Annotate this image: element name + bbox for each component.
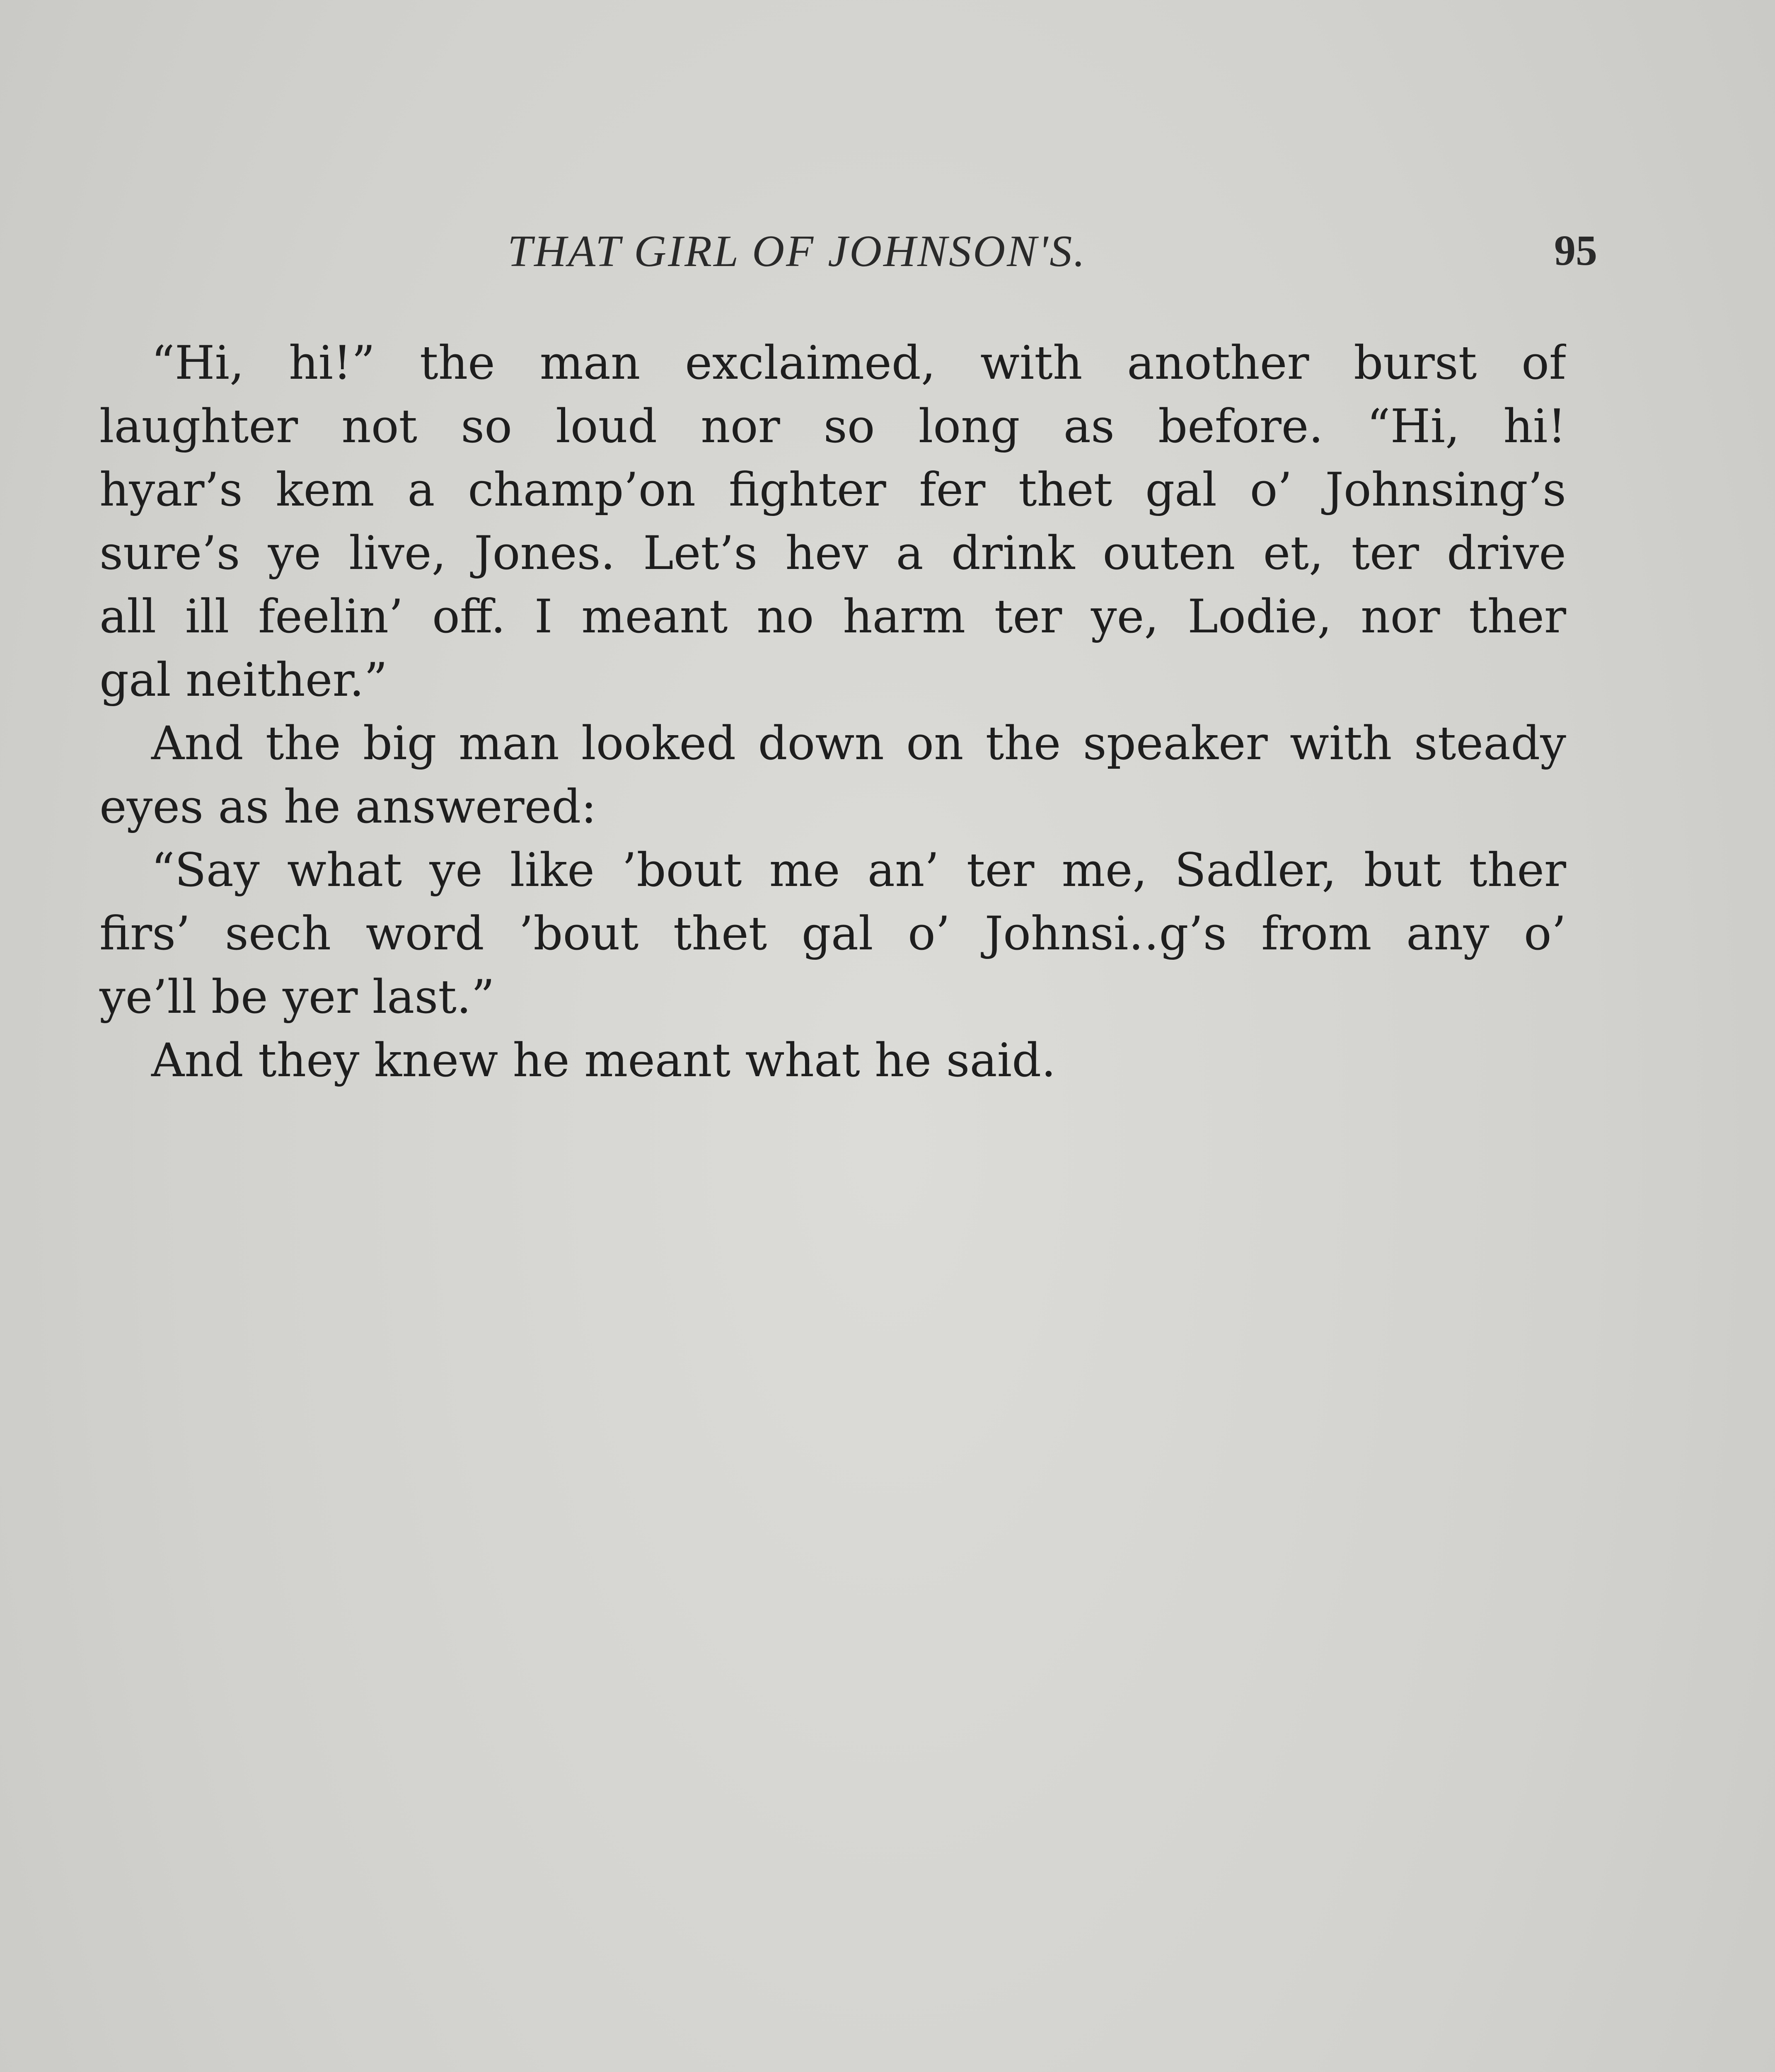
text-line-4: sure’s ye live, Jones. Let’s hev a drink outen et, ter drive — [99, 527, 1566, 580]
text-line-10: firs’ sech word ’bout thet gal o’ Johnsi‥g’s from any o’ — [99, 907, 1566, 961]
body-text — [99, 332, 1566, 1092]
running-head — [508, 226, 1597, 296]
text-line-5: all ill feelin’ off. I meant no harm ter ye, Lodie, nor ther — [99, 590, 1566, 644]
text-line-7: And the big man looked down on the speaker with steady — [151, 717, 1566, 770]
running-title: THAT GIRL OF JOHNSON'S. — [508, 227, 1087, 276]
text-line-6: gal neither.” — [99, 654, 388, 707]
page-number: 95 — [1554, 227, 1597, 274]
text-line-2: laughter not so loud nor so long as before. “Hi, hi! — [99, 400, 1566, 453]
text-line-8: eyes as he answered: — [99, 780, 597, 834]
text-line-9: “Say what ye like ’bout me an’ ter me, Sadler, but ther — [151, 844, 1566, 897]
text-line-3: hyar’s kem a champ’on fighter fer thet gal o’ Johnsing’s — [99, 463, 1566, 517]
text-line-11: ye’ll be yer last.” — [99, 971, 495, 1024]
text-line-12: And they knew he meant what he said. — [151, 1034, 1056, 1087]
text-line-1: “Hi, hi!” the man exclaimed, with another burst of — [151, 336, 1566, 390]
